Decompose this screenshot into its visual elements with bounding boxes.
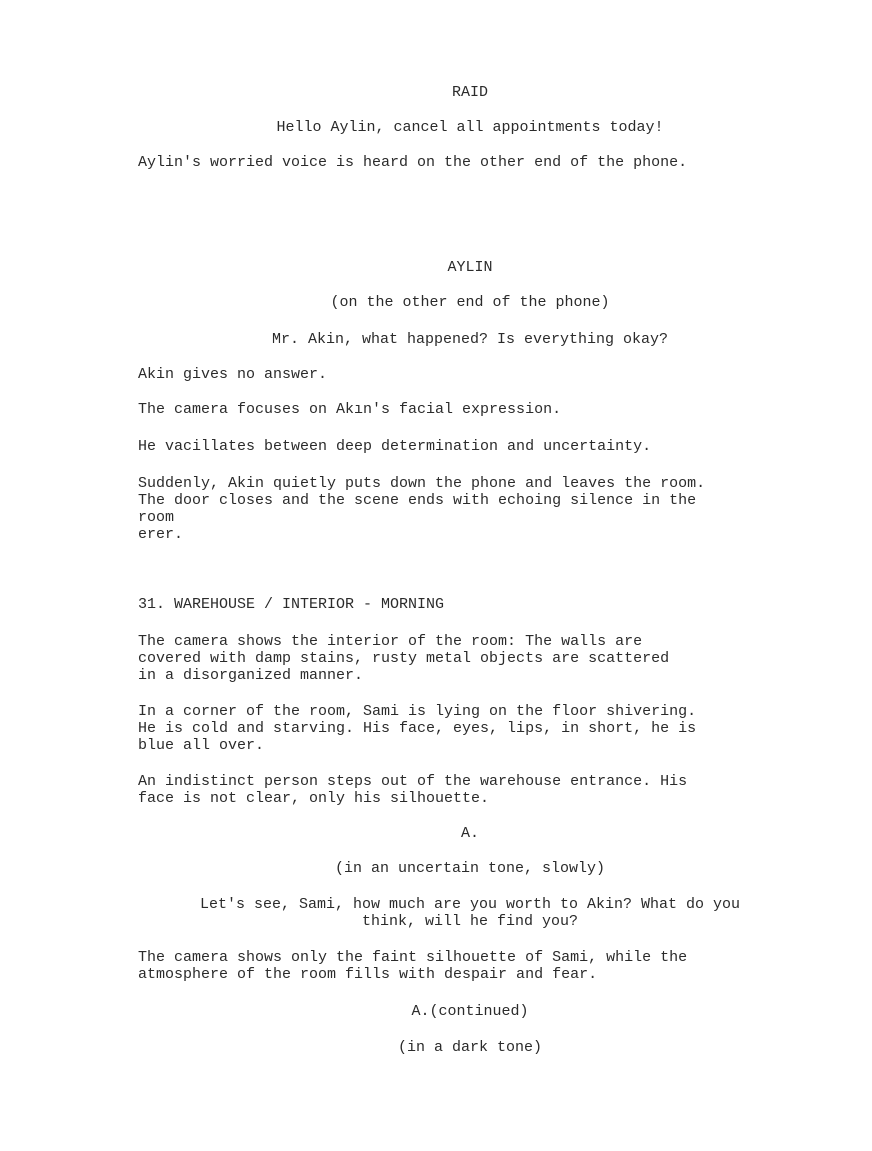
action-line: Akin gives no answer. xyxy=(138,366,328,383)
action-paragraph: In a corner of the room, Sami is lying on the floor shivering. He is cold and starving. His face, eyes, lips, in short, he is blue all over. xyxy=(138,703,697,754)
dialogue: Mr. Akin, what happened? Is everything okay? xyxy=(271,331,669,348)
parenthetical: (on the other end of the phone) xyxy=(330,294,610,311)
scene-heading: 31. WAREHOUSE / INTERIOR - MORNING xyxy=(138,596,445,613)
dialogue: Let's see, Sami, how much are you worth to Akin? What do you think, will he find you? xyxy=(199,896,741,930)
character-name: A.(continued) xyxy=(411,1003,529,1020)
action-line: He vacillates between deep determination and uncertainty. xyxy=(138,438,652,455)
action-line: Aylin's worried voice is heard on the other end of the phone. xyxy=(138,154,688,171)
action-paragraph: The camera shows only the faint silhouette of Sami, while the atmosphere of the room fills with despair and fear. xyxy=(138,949,688,983)
action-paragraph: Suddenly, Akin quietly puts down the phone and leaves the room. The door closes and the scene ends with echoing silence in the room erer. xyxy=(138,475,706,543)
character-name: A. xyxy=(460,825,479,842)
parenthetical: (in a dark tone) xyxy=(397,1039,543,1056)
dialogue: Hello Aylin, cancel all appointments today! xyxy=(276,119,664,136)
parenthetical: (in an uncertain tone, slowly) xyxy=(334,860,606,877)
action-paragraph: An indistinct person steps out of the warehouse entrance. His face is not clear, only his silhouette. xyxy=(138,773,688,807)
action-paragraph: The camera shows the interior of the room: The walls are covered with damp stains, rusty metal objects are scattered in a disorganized manner. xyxy=(138,633,670,684)
character-name: AYLIN xyxy=(447,259,493,276)
character-name: RAID xyxy=(451,84,488,101)
action-line: The camera focuses on Akın's facial expression. xyxy=(138,401,562,418)
